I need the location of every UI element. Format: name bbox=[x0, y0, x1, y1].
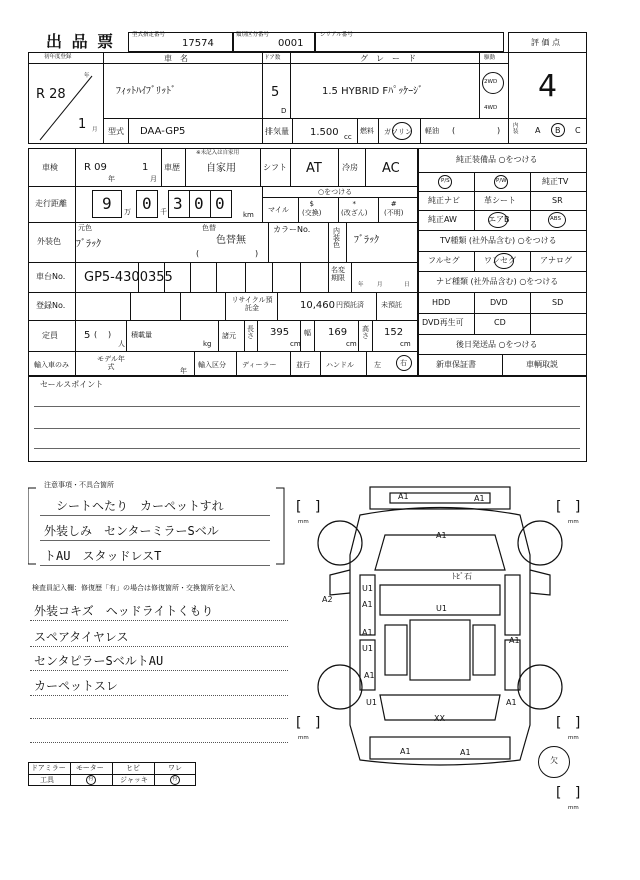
inspection-month-unit: 月 bbox=[150, 175, 157, 183]
height-cm: cm bbox=[400, 340, 411, 348]
roof bbox=[410, 620, 470, 680]
light-oil-label: 軽油 bbox=[425, 127, 439, 135]
equip-nav: 純正ナビ bbox=[428, 196, 460, 205]
handle-label: ハンドル bbox=[326, 361, 354, 369]
height-label: 高さ bbox=[362, 325, 369, 340]
warranty: 新車保証書 bbox=[436, 360, 476, 369]
color-label: 外装色 bbox=[37, 237, 61, 246]
capacity-paren-close: ) bbox=[108, 330, 112, 339]
right-front-door-window bbox=[505, 575, 520, 635]
front-right-wheel bbox=[518, 521, 562, 565]
dmg-windshield: ﾄﾋﾞ石 bbox=[452, 572, 472, 581]
displacement: 1.500 bbox=[310, 127, 339, 138]
type-no: 17574 bbox=[182, 38, 214, 49]
interior-c: C bbox=[575, 126, 581, 135]
eval-label: 評 価 点 bbox=[531, 38, 561, 47]
shift: AT bbox=[306, 161, 322, 176]
dmg-left-front-2: A1 bbox=[362, 600, 373, 609]
handle-right: 右 bbox=[400, 359, 407, 367]
spare-mm: mm bbox=[568, 805, 579, 811]
drive-2wd: 2WD bbox=[484, 79, 498, 85]
dvd-playback: DVD再生可 bbox=[422, 318, 464, 327]
import-class-label: 輸入区分 bbox=[198, 361, 226, 369]
era-label: 年 bbox=[84, 73, 90, 79]
tire-fr-mm: mm bbox=[568, 519, 579, 525]
rear-right-wheel bbox=[518, 665, 562, 709]
month-label: 月 bbox=[92, 127, 98, 133]
windshield bbox=[375, 535, 505, 570]
length-cm: cm bbox=[290, 340, 301, 348]
recycle-unit: 円預託済 bbox=[336, 301, 364, 309]
inspection-era: R 09 bbox=[84, 162, 107, 173]
cc-label: cc bbox=[344, 133, 352, 141]
equip-tv: 純正TV bbox=[542, 177, 569, 186]
import-parallel: 並行 bbox=[296, 361, 310, 369]
tire-rr-mm: mm bbox=[568, 735, 579, 741]
handle-left: 左 bbox=[374, 361, 381, 369]
shift-label: シフト bbox=[263, 163, 287, 172]
dmg-rear-bumper-right: A1 bbox=[460, 748, 471, 757]
model: DAA-GP5 bbox=[140, 126, 186, 137]
equip-leather: 革シート bbox=[484, 196, 516, 205]
front-bumper bbox=[370, 487, 510, 509]
inspector-line-3: センタピラーSベルトAU bbox=[34, 654, 164, 668]
equip-sr: SR bbox=[552, 196, 563, 205]
recycle-amount: 10,460 bbox=[300, 300, 335, 311]
not-deposited: 未預託 bbox=[381, 301, 402, 309]
equip-airbag: エアB bbox=[488, 215, 510, 224]
ac-label: 冷房 bbox=[342, 163, 358, 172]
drive-label: 駆動 bbox=[484, 55, 496, 61]
later-title: 後日発送品 ○をつける bbox=[456, 340, 538, 349]
interior-label: 内装 bbox=[513, 123, 519, 135]
grade: 1.5 HYBRID Fﾊﾟｯｹｰｼﾞ bbox=[322, 86, 424, 97]
interior-b: B bbox=[555, 126, 561, 135]
class-no-label: 類別区分番号 bbox=[236, 32, 270, 38]
equip-aw: 純正AW bbox=[428, 215, 457, 224]
model-year-unit: 年 bbox=[180, 367, 187, 375]
rename-month: 月 bbox=[377, 282, 383, 288]
mileage-man: 万 bbox=[124, 208, 131, 216]
mileage-digit-3: 3 bbox=[173, 194, 183, 213]
mileage-digit-4: 0 bbox=[194, 194, 204, 213]
dmg-roof: U1 bbox=[436, 604, 447, 613]
left-mirror bbox=[330, 570, 350, 595]
cd: CD bbox=[494, 318, 506, 327]
interior-a: A bbox=[535, 126, 541, 135]
serial-label: シリアル番号 bbox=[320, 32, 353, 38]
doors: 5 bbox=[271, 85, 280, 100]
paren-close: ) bbox=[497, 126, 501, 135]
right-rear-door-window bbox=[505, 640, 520, 690]
dmg-front-bumper-left: A1 bbox=[398, 492, 409, 501]
equipment-title: 純正装備品 ○をつける bbox=[456, 155, 538, 164]
equip-abs: ABS bbox=[550, 216, 561, 222]
history-label: 車歴 bbox=[164, 163, 180, 172]
dmg-hood: A1 bbox=[436, 531, 447, 540]
dmg-left-rear-fender-2: U1 bbox=[366, 698, 377, 707]
width-label: 幅 bbox=[304, 329, 311, 337]
capacity-paren-open: ( bbox=[94, 330, 98, 339]
dmg-left-mirror: A2 bbox=[322, 595, 333, 604]
equip-pw: P/W bbox=[496, 178, 507, 184]
eval-score: 4 bbox=[538, 69, 558, 104]
door-mirror-label: ドアミラー bbox=[31, 764, 66, 772]
jack-label: ジャッキ bbox=[120, 776, 148, 784]
tv-fullseg: フルセグ bbox=[428, 256, 460, 265]
mileage-unit-header: ○をつける bbox=[318, 188, 353, 196]
mirror-motor: モーター bbox=[76, 764, 104, 772]
width-cm: cm bbox=[346, 340, 357, 348]
notes-label: 注意事項・不具合箇所 bbox=[44, 481, 114, 489]
kg-unit: kg bbox=[203, 340, 212, 348]
int-color: ﾌﾞﾗｯｸ bbox=[354, 235, 379, 246]
note-line-3: トAU スタッドレスT bbox=[44, 549, 162, 563]
door-suffix: D bbox=[281, 107, 287, 115]
dmg-trunk: XX bbox=[434, 714, 445, 723]
mileage-digit-1: 9 bbox=[102, 194, 112, 213]
capacity-label: 定員 bbox=[42, 331, 58, 340]
dmg-rear-bumper-left: A1 bbox=[400, 747, 411, 756]
repaint-label: 色替 bbox=[202, 224, 216, 232]
capacity: 5 bbox=[84, 330, 91, 341]
type-no-label: 型式指定番号 bbox=[132, 32, 166, 38]
right-seat bbox=[473, 625, 495, 675]
sales-label: セールスポイント bbox=[40, 380, 104, 389]
history-note: ※未記入は自家用 bbox=[196, 150, 240, 156]
length-label: 長さ bbox=[247, 325, 254, 340]
rename-year: 年 bbox=[358, 282, 364, 288]
model-year-label: モデル年式 bbox=[97, 355, 125, 372]
car-body bbox=[350, 508, 530, 766]
tools-label: 工具 bbox=[40, 776, 54, 784]
colorno-label: カラーNo. bbox=[273, 225, 311, 234]
length: 395 bbox=[270, 327, 290, 338]
import-dealer: ディーラー bbox=[242, 361, 277, 369]
tools-have: 有 bbox=[88, 776, 94, 782]
mileage-sen: 千 bbox=[160, 208, 167, 216]
rename-day: 日 bbox=[404, 282, 410, 288]
mileage-unit-tamper: * (改ざん) bbox=[341, 200, 368, 218]
paren-open: ( bbox=[452, 126, 456, 135]
tire-rl-bracket: [ ] bbox=[296, 715, 321, 731]
import-only-label: 輸入車のみ bbox=[34, 361, 69, 369]
first-reg-era: R 28 bbox=[36, 87, 66, 102]
repaint: 色替無 bbox=[216, 235, 246, 246]
model-label: 型式 bbox=[108, 127, 124, 136]
front-left-wheel bbox=[318, 521, 362, 565]
note-line-2: 外装しみ センターミラーSベル bbox=[44, 524, 219, 538]
dmg-left-rear-fender: A1 bbox=[364, 671, 375, 680]
fuel-label: 燃料 bbox=[360, 127, 374, 135]
right-mirror bbox=[530, 570, 550, 595]
history: 自家用 bbox=[206, 163, 236, 174]
height: 152 bbox=[384, 327, 404, 338]
tire-fl-mm: mm bbox=[298, 519, 309, 525]
class-no: 0001 bbox=[278, 38, 304, 49]
ac: AC bbox=[382, 161, 400, 176]
mileage-label: 走行距離 bbox=[35, 199, 67, 208]
spare-bracket: [ ] bbox=[556, 785, 581, 801]
manual: 車輌取説 bbox=[526, 360, 558, 369]
inspector-line-2: スペアタイヤレス bbox=[34, 630, 129, 644]
orig-color-label: 元色 bbox=[78, 224, 92, 232]
tire-fl-bracket: [ ] bbox=[296, 499, 321, 515]
dmg-right-rear: A1 bbox=[509, 636, 520, 645]
inspection-year-unit: 年 bbox=[108, 175, 115, 183]
note-line-1: シートヘたり カーペットすれ bbox=[56, 499, 224, 513]
doors-label: ドア数 bbox=[264, 55, 281, 61]
person-unit: 人 bbox=[118, 340, 125, 348]
int-color-label: 内装色 bbox=[333, 227, 340, 249]
left-seat bbox=[385, 625, 407, 675]
first-reg-month: 1 bbox=[78, 117, 87, 132]
car-name: ﾌｨｯﾄﾊｲﾌﾞﾘｯﾄﾞ bbox=[116, 86, 176, 97]
mileage-unit-mile: マイル bbox=[268, 206, 289, 214]
recycle-label: リサイクル預託金 bbox=[231, 296, 273, 313]
tv-title: TV種類 (社外品含む) ○をつける bbox=[440, 236, 557, 245]
orig-color: ﾌﾞﾗｯｸ bbox=[76, 239, 101, 250]
width: 169 bbox=[328, 327, 348, 338]
mileage-km: km bbox=[243, 211, 254, 219]
dmg-left-front-1: U1 bbox=[362, 584, 373, 593]
dmg-left-rear-2: U1 bbox=[362, 644, 373, 653]
tv-oneseg: ワンセグ bbox=[484, 256, 516, 265]
chassis-no: GP5-4300355 bbox=[84, 270, 173, 285]
rear-bumper bbox=[370, 737, 510, 759]
grade-label: グ レ ー ド bbox=[360, 54, 416, 63]
inspector-label: 検査員記入欄：修復歴「有」の場合は修復箇所・交換箇所を記入 bbox=[32, 584, 235, 592]
mirror-broken: ワレ bbox=[168, 764, 182, 772]
registration-label: 登録No. bbox=[36, 301, 66, 310]
dim-label: 諸元 bbox=[222, 332, 236, 340]
rename-label: 名変期限 bbox=[331, 266, 345, 283]
mileage-unit-unknown: # (不明) bbox=[384, 200, 404, 218]
mileage-digit-5: 0 bbox=[215, 194, 225, 213]
doc-title: 出 品 票 bbox=[46, 32, 116, 51]
inspection-month: 1 bbox=[142, 162, 149, 173]
load-label: 積載量 bbox=[131, 331, 152, 339]
inspection-label: 車検 bbox=[42, 163, 58, 172]
nav-sd: SD bbox=[552, 298, 564, 307]
rear-left-wheel bbox=[318, 665, 362, 709]
dmg-left-rear-1: A1 bbox=[362, 628, 373, 637]
inspector-line-1: 外装コキズ ヘッドライトくもり bbox=[34, 604, 214, 618]
dmg-front-bumper-right: A1 bbox=[474, 494, 485, 503]
chassis-label: 車台No. bbox=[36, 272, 66, 281]
mirror-crack: ヒビ bbox=[126, 764, 140, 772]
nav-dvd: DVD bbox=[490, 298, 508, 307]
tire-rr-bracket: [ ] bbox=[556, 715, 581, 731]
mileage-unit-exchange: $ (交換) bbox=[302, 200, 322, 218]
car-name-label: 車 名 bbox=[164, 54, 188, 63]
drive-4wd: 4WD bbox=[484, 105, 498, 111]
fuel-gasoline: ガソリン bbox=[384, 128, 412, 136]
equip-ps: P/S bbox=[441, 178, 450, 184]
dmg-right-rear-fender: A1 bbox=[506, 698, 517, 707]
tire-fr-bracket: [ ] bbox=[556, 499, 581, 515]
nav-hdd: HDD bbox=[432, 298, 451, 307]
displacement-label: 排気量 bbox=[265, 127, 289, 136]
first-reg-label: 初年度登録 bbox=[44, 54, 72, 60]
mileage-digit-2: 0 bbox=[142, 194, 152, 213]
spare-missing: 欠 bbox=[550, 756, 558, 765]
sales-box bbox=[28, 376, 587, 462]
tv-analog: アナログ bbox=[540, 256, 572, 265]
nav-title: ナビ種類 (社外品含む) ○をつける bbox=[436, 277, 559, 286]
tire-rl-mm: mm bbox=[298, 735, 309, 741]
jack-have: 有 bbox=[172, 776, 178, 782]
inspector-line-4: カーペットスレ bbox=[34, 679, 118, 693]
